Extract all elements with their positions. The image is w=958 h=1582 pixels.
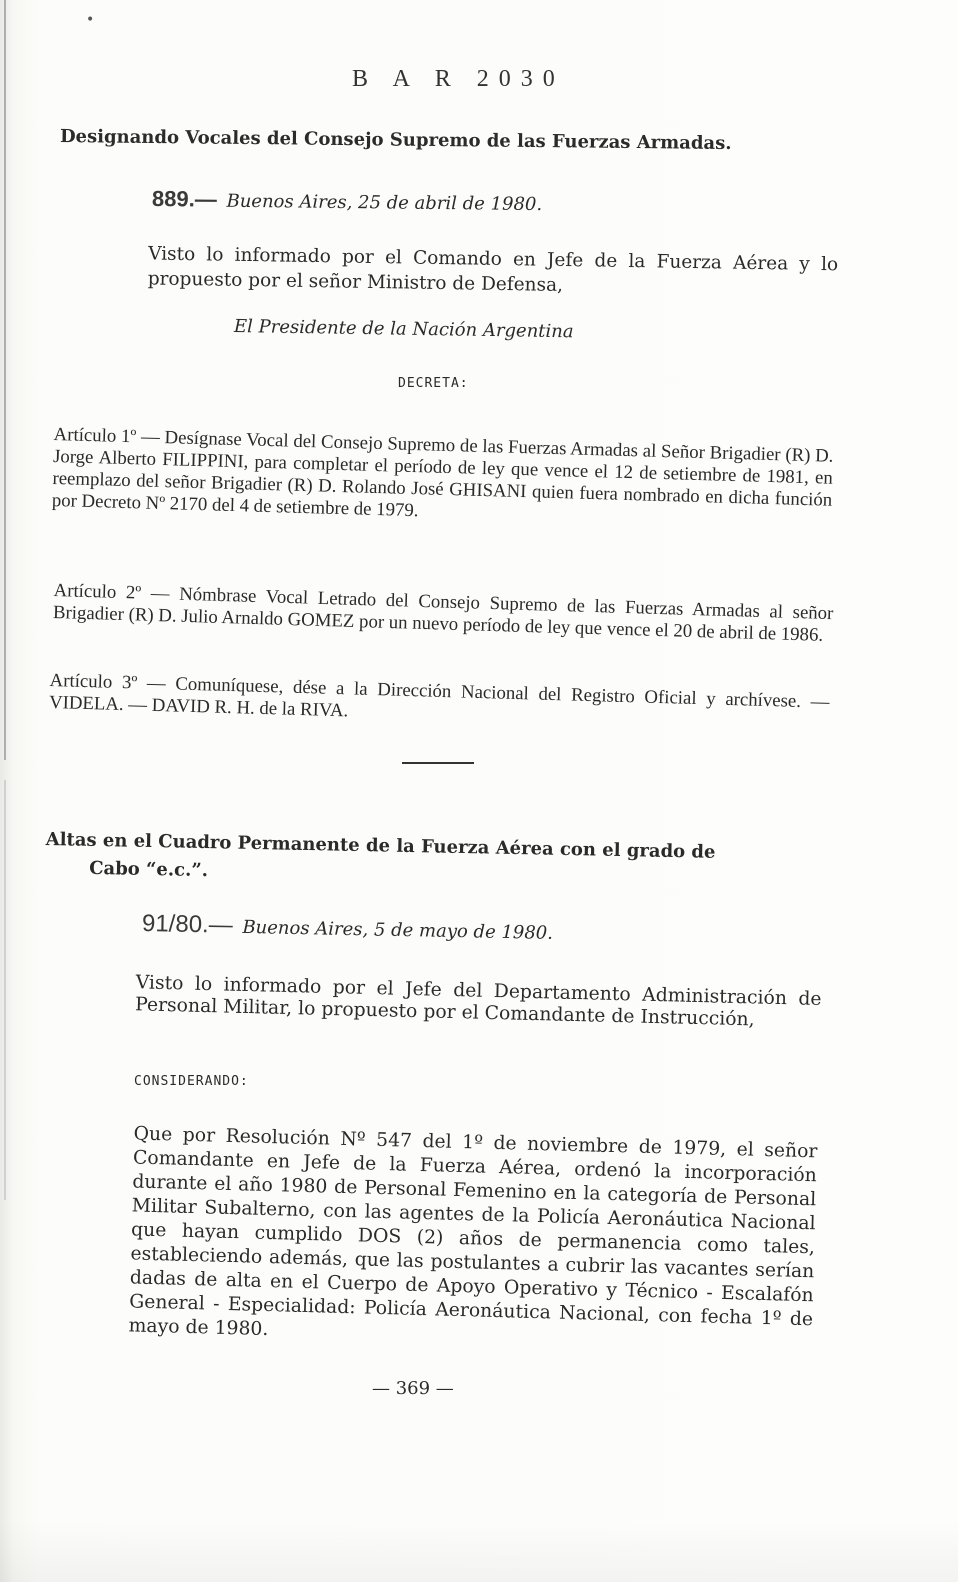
section1-visto-text: Visto lo informado por el Comando en Jefe de la Fuerza Aérea y lo propuesto por el señor Ministro de Defensa, (147, 243, 839, 296)
page-edge-shadow (4, 0, 6, 760)
section-divider (402, 762, 474, 764)
decree-number: 889.— (151, 186, 217, 212)
page-bottom-shadow (0, 1520, 958, 1582)
resolution-number: 91/80.— (141, 910, 233, 939)
section2-title (45, 826, 826, 897)
articulo-2: Artículo 2º — Nómbrase Vocal Letrado del Consejo Supremo de las Fuerzas Armadas al señor Brigadier (R) D. Julio Arnaldo GOMEZ por un nuevo período de ley que vence el 20 de abril de 1986. (52, 580, 834, 646)
page-edge-shadow-lower (4, 780, 6, 1200)
decree-date: Buenos Aires, 25 de abril de 1980. (226, 190, 543, 216)
section2-dateline (142, 910, 554, 946)
decreta-heading: DECRETA: (398, 376, 469, 391)
section2-que-text: Que por Resolución Nº 547 del 1º de noviembre de 1979, el señor Comandante en Jefe de la Fuerza Aérea, ordenó la incorporación durante el año 1980 de Personal Femenino en la categoría de Personal Militar Subalterno, con las agentes de la Policía Aeronáutica Nacional que hayan cumplido DOS (2) años de permanencia como tales, estableciendo además, que las postulantes a cubrir las vacantes serían dadas de alta en el Cuerpo de Apoyo Operativo y Técnico - Escalafón General - Especialidad: Policía Aeronáutica Nacional, con fecha 1º de mayo de 1980. (128, 1123, 818, 1341)
section2-title-line2: Cabo “e.c.”. (88, 857, 209, 882)
section2-visto (41, 970, 822, 1033)
articulo-1: Artículo 1º — Desígnase Vocal del Consejo Supremo de las Fuerzas Armadas al Señor Brigadier (R) D. Jorge Alberto FILIPPINI, para completar el período de ley que vence el 12 de setiembre de 1981, en reemplazo del señor Brigadier (R) D. Rolando José GHISANI quien fuera nombrado en dicha función por Decreto Nº 2170 del 4 de setiembre de 1979. (51, 424, 834, 522)
section2-title-line1: Altas en el Cuadro Permanente de la Fuerza Aérea con el grado de (45, 828, 716, 863)
page-number: — 369 — (372, 1378, 454, 1399)
section1-dateline (152, 186, 542, 216)
articulo-3: Artículo 3º — Comuníquese, dése a la Dirección Nacional del Registro Oficial y archívese. — VIDELA. — DAVID R. H. de la RIVA. (48, 670, 830, 722)
bulletin-header: B A R 2030 (352, 66, 565, 92)
section2-visto-text: Visto lo informado por el Jefe del Departamento Administración de Personal Militar, lo propuesto por el Comandante de Instrucción, (134, 972, 822, 1031)
section1-visto (58, 240, 839, 302)
resolution-date: Buenos Aires, 5 de mayo de 1980. (242, 916, 554, 944)
section2-que (34, 1120, 817, 1356)
considerando-heading: CONSIDERANDO: (134, 1074, 249, 1089)
presidente-line: El Presidente de la Nación Argentina (233, 316, 574, 343)
corner-mark: • (86, 12, 95, 28)
section1-title: Designando Vocales del Consejo Supremo de las Fuerzas Armadas. (59, 126, 732, 155)
